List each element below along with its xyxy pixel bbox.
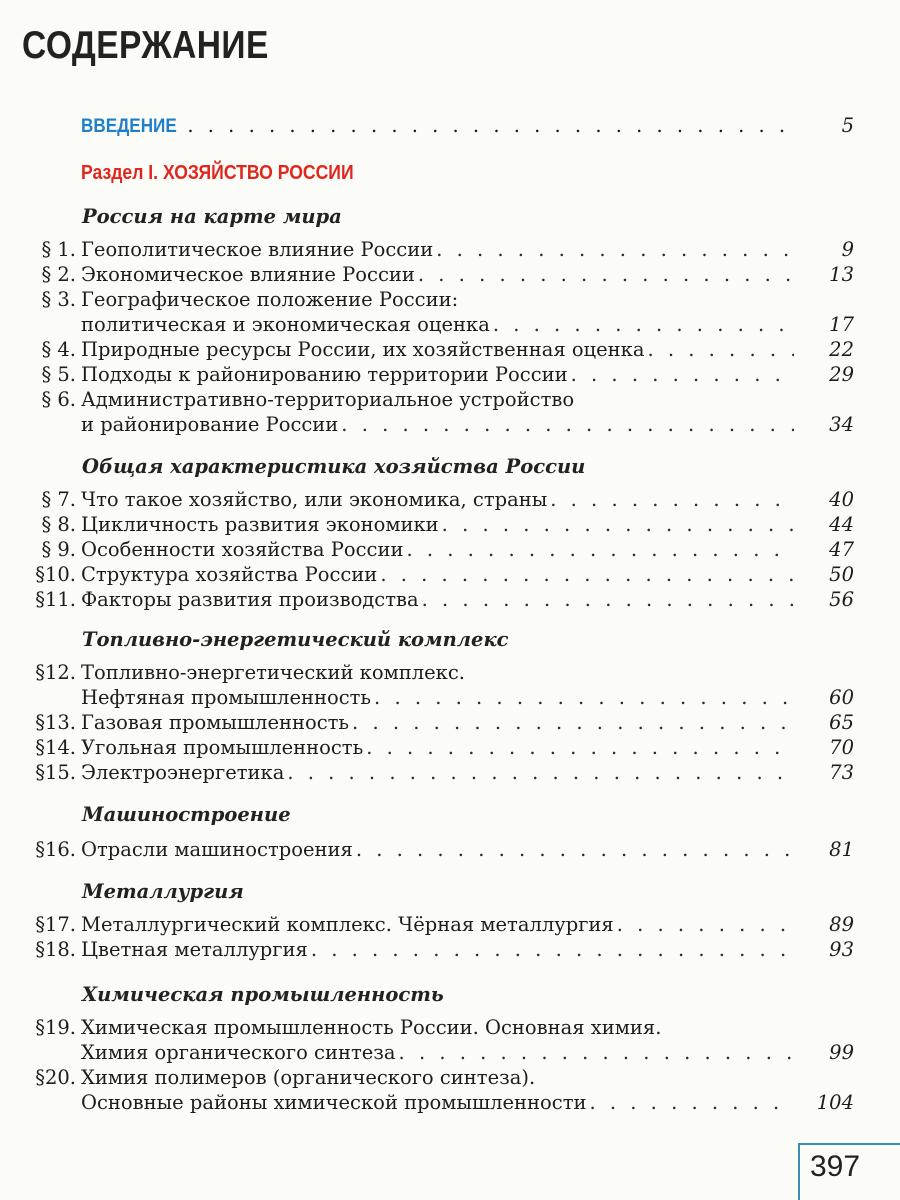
entry-title-text: Топливно-энергетический комплекс. (81, 661, 465, 684)
section-number: § 7. (41, 488, 76, 511)
entry-title-text: Нефтяная промышленность (81, 686, 372, 709)
page-ref: 65 (829, 711, 854, 734)
page-ref: 93 (829, 938, 854, 961)
page-ref: 5 (841, 114, 854, 137)
entry-title (78, 661, 900, 684)
page-ref: 40 (829, 488, 854, 511)
page-ref: 29 (829, 363, 854, 386)
page-ref: 22 (829, 338, 854, 361)
leader-dots (287, 761, 794, 784)
section-number: §16. (35, 838, 76, 861)
toc-entry[interactable] (0, 838, 900, 863)
section-number: § 5. (41, 363, 76, 386)
intro-label: ВВЕДЕНИЕ (81, 116, 177, 137)
leader-dots (374, 686, 794, 709)
entry-title (78, 1066, 900, 1089)
leader-dots (399, 1041, 794, 1064)
entry-title (78, 711, 794, 734)
leader-dots (647, 338, 794, 361)
entry-title-text: Электроэнергетика (81, 761, 285, 784)
entry-title (78, 736, 794, 759)
leader-dots (436, 238, 794, 261)
entry-title (78, 488, 794, 511)
entry-title (0, 686, 794, 709)
toc-entry[interactable] (0, 588, 900, 613)
toc-entry[interactable] (0, 513, 900, 538)
section-heading: Общая характеристика хозяйства России (82, 455, 586, 478)
toc-entry[interactable] (0, 363, 900, 388)
toc-entry[interactable] (0, 761, 900, 786)
section-heading: Топливно-энергетический комплекс (82, 628, 509, 651)
section-number: § 3. (41, 288, 76, 311)
toc-entry[interactable] (0, 736, 900, 761)
toc-entry[interactable] (0, 711, 900, 736)
section-heading: Металлургия (82, 880, 244, 903)
entry-title (78, 588, 794, 611)
entry-title-text: Административно-территориальное устройство (81, 388, 575, 411)
section-heading: Химическая промышленность (82, 983, 444, 1006)
entry-title (78, 238, 794, 261)
page-ref: 34 (829, 413, 854, 436)
entry-title-text: Особенности хозяйства России (81, 538, 404, 561)
page-ref: 13 (829, 263, 854, 286)
section-number: §15. (35, 761, 76, 784)
entry-title-text: Металлургический комплекс. Чёрная металлургия (81, 913, 614, 936)
section-number: § 8. (41, 513, 76, 536)
page-ref: 60 (829, 686, 854, 709)
toc-entry[interactable] (0, 1016, 900, 1066)
leader-dots (550, 488, 794, 511)
entry-title (0, 1041, 794, 1064)
entry-title-text: Газовая промышленность (81, 711, 350, 734)
entry-title (0, 313, 794, 336)
toc-entry[interactable] (0, 563, 900, 588)
entry-title-text: Экономическое влияние России (81, 263, 415, 286)
entry-title-text: Отрасли машиностроения (81, 838, 353, 861)
leader-dots (380, 563, 794, 586)
section-number: § 9. (41, 538, 76, 561)
leader-dots (589, 1091, 794, 1114)
entry-title (0, 1091, 794, 1114)
entry-title (78, 1016, 900, 1039)
entry-title (78, 538, 794, 561)
entry-title (78, 363, 794, 386)
leader-dots (356, 838, 794, 861)
section-number: §19. (35, 1016, 76, 1039)
toc-entry[interactable] (0, 288, 900, 338)
page-ref: 9 (841, 238, 854, 261)
leader-dots (341, 413, 794, 436)
entry-title (78, 263, 794, 286)
entry-title (78, 338, 794, 361)
entry-title (78, 513, 794, 536)
section-heading: Россия на карте мира (82, 205, 342, 228)
page-ref: 56 (829, 588, 854, 611)
section-number: §13. (35, 711, 76, 734)
entry-title-text: Угольная промышленность (81, 736, 364, 759)
leader-dots (493, 313, 794, 336)
entry-title-text: Подходы к районированию территории России (81, 363, 568, 386)
page-number: 397 (810, 1150, 861, 1183)
leader-dots (617, 913, 794, 936)
entry-title (78, 563, 794, 586)
section-number: § 6. (41, 388, 76, 411)
page-ref: 73 (829, 761, 854, 784)
section-number: §11. (35, 588, 76, 611)
leader-dots (422, 588, 794, 611)
entry-title-text: Основные районы химической промышленности (81, 1091, 587, 1114)
entry-title-text: Химия полимеров (органического синтеза). (81, 1066, 536, 1089)
leader-dots (442, 513, 794, 536)
entry-title (78, 838, 794, 861)
section-number: §10. (35, 563, 76, 586)
toc-entry[interactable] (0, 913, 900, 938)
toc-entry[interactable] (0, 1066, 900, 1116)
entry-title-text: и районирование России (81, 413, 339, 436)
part-heading: Раздел I. ХОЗЯЙСТВО РОССИИ (81, 162, 354, 184)
entry-title (78, 761, 794, 784)
leader-dots (406, 538, 794, 561)
entry-title-text: Факторы развития производства (81, 588, 419, 611)
leader-dots (571, 363, 794, 386)
page-title: СОДЕРЖАНИЕ (22, 24, 269, 67)
entry-title-text: Химия органического синтеза (81, 1041, 396, 1064)
leader-dots (311, 938, 794, 961)
page-ref: 89 (829, 913, 854, 936)
toc-entry[interactable] (0, 238, 900, 263)
entry-title-text: Что такое хозяйство, или экономика, страны (81, 488, 548, 511)
section-number: §17. (35, 913, 76, 936)
toc-entry[interactable] (0, 338, 900, 363)
toc-entry[interactable] (0, 661, 900, 711)
page-ref: 44 (829, 513, 854, 536)
entry-title-text: Цикличность развития экономики (81, 513, 439, 536)
entry-title (78, 288, 900, 311)
entry-title (78, 938, 794, 961)
section-number: §12. (35, 661, 76, 684)
section-number: §14. (35, 736, 76, 759)
entry-title-text: Природные ресурсы России, их хозяйственная оценка (81, 338, 645, 361)
section-heading: Машиностроение (82, 803, 291, 826)
section-number: § 2. (41, 263, 76, 286)
entry-title (78, 388, 900, 411)
page-ref: 104 (816, 1091, 854, 1114)
toc-entry[interactable] (0, 263, 900, 288)
entry-title (0, 413, 794, 436)
entry-title-text: Цветная металлургия (81, 938, 308, 961)
entry-title-text: Химическая промышленность России. Основная химия. (81, 1016, 662, 1039)
toc-entry[interactable] (0, 488, 900, 513)
leader-dots (366, 736, 794, 759)
section-number: §20. (35, 1066, 76, 1089)
page-ref: 47 (829, 538, 854, 561)
page-ref: 17 (829, 313, 854, 336)
page-ref: 50 (829, 563, 854, 586)
entry-title-text: Географическое положение России: (81, 288, 459, 311)
toc-entry[interactable] (0, 388, 900, 438)
page-ref: 81 (829, 838, 854, 861)
leader-dots (352, 711, 794, 734)
entry-title (78, 913, 794, 936)
page-ref: 70 (829, 736, 854, 759)
toc-entry[interactable] (0, 538, 900, 563)
entry-title-text: политическая и экономическая оценка (81, 313, 490, 336)
page-ref: 99 (829, 1041, 854, 1064)
section-number: § 1. (41, 238, 76, 261)
leader-dots (418, 263, 794, 286)
section-number: § 4. (41, 338, 76, 361)
toc-entry[interactable] (0, 938, 900, 963)
entry-title-text: Структура хозяйства России (81, 563, 378, 586)
section-number: §18. (35, 938, 76, 961)
entry-title-text: Геополитическое влияние России (81, 238, 434, 261)
